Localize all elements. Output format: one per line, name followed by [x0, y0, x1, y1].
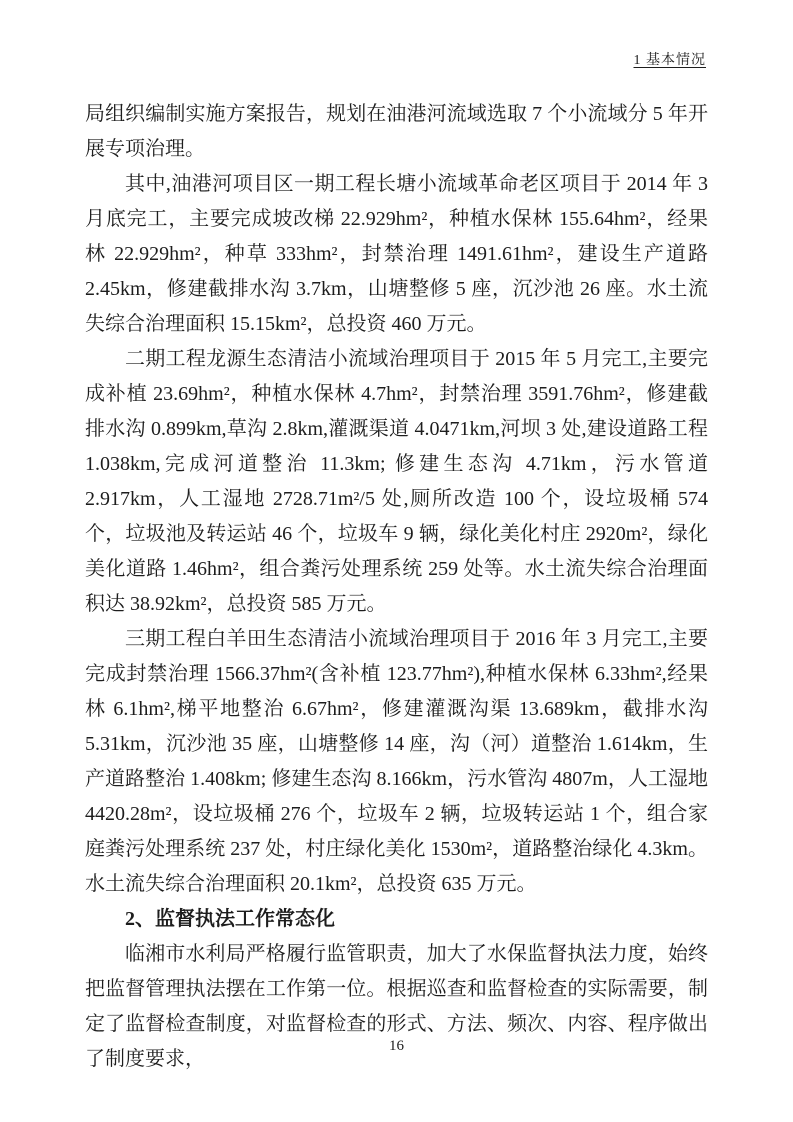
- page-header: [634, 50, 707, 72]
- page-footer: [0, 1036, 793, 1056]
- body-paragraph: 局组织编制实施方案报告，规划在油港河流域选取 7 个小流域分 5 年开展专项治理。: [85, 103, 708, 160]
- body-paragraph: 其中,油港河项目区一期工程长塘小流域革命老区项目于 2014 年 3 月底完工，主要完成坡改梯 22.929hm²，种植水保林 155.64hm²，经果林 22.929hm²，种草 333hm²，封禁治理 1491.61hm²，建设生产道路 2.45km，修建截排水沟 3.7km，山塘整修 5 座，沉沙池 26 座。水土流失综合治理面积 15.15km²，总投资 460 万元。: [85, 173, 708, 335]
- page-number: 16: [389, 1038, 404, 1054]
- body-paragraph: 临湘市水利局严格履行监管职责，加大了水保监督执法力度，始终把监督管理执法摆在工作第一位。根据巡查和监督检查的实际需要，制定了监督检查制度，对监督检查的形式、方法、频次、内容、程序做出了制度要求，: [85, 943, 708, 1070]
- body-paragraph: 三期工程白羊田生态清洁小流域治理项目于 2016 年 3 月完工,主要完成封禁治理 1566.37hm²(含补植 123.77hm²),种植水保林 6.33hm²,经果林 6.1hm²,梯平地整治 6.67hm²，修建灌溉沟渠 13.689km，截排水沟 5.31km，沉沙池 35 座，山塘整修 14 座，沟（河）道整治 1.614km，生产道路整治 1.408km; 修建生态沟 8.166km，污水管沟 4807m，人工湿地 4420.28m²，设垃圾桶 276 个，垃圾车 2 辆，垃圾转运站 1 个，组合家庭粪污处理系统 237 处，村庄绿化美化 1530m²，道路整治绿化 4.3km。水土流失综合治理面积 20.1km²，总投资 635 万元。: [85, 628, 708, 895]
- body-paragraph: 二期工程龙源生态清洁小流域治理项目于 2015 年 5 月完工,主要完成补植 23.69hm²，种植水保林 4.7hm²，封禁治理 3591.76hm²，修建截排水沟 0.899km,草沟 2.8km,灌溉渠道 4.0471km,河坝 3 处,建设道路工程 1.038km,完成河道整治 11.3km; 修建生态沟 4.71km，污水管道 2.917km，人工湿地 2728.71m²/5 处,厕所改造 100 个，设垃圾桶 574 个，垃圾池及转运站 46 个，垃圾车 9 辆，绿化美化村庄 2920m²，绿化美化道路 1.46hm²，组合粪污处理系统 259 处等。水土流失综合治理面积达 38.92km²，总投资 585 万元。: [85, 348, 708, 615]
- document-body: [85, 97, 708, 1077]
- section-heading: 2、监督执法工作常态化: [125, 908, 335, 930]
- header-section-label: 1 基本情况: [633, 53, 706, 68]
